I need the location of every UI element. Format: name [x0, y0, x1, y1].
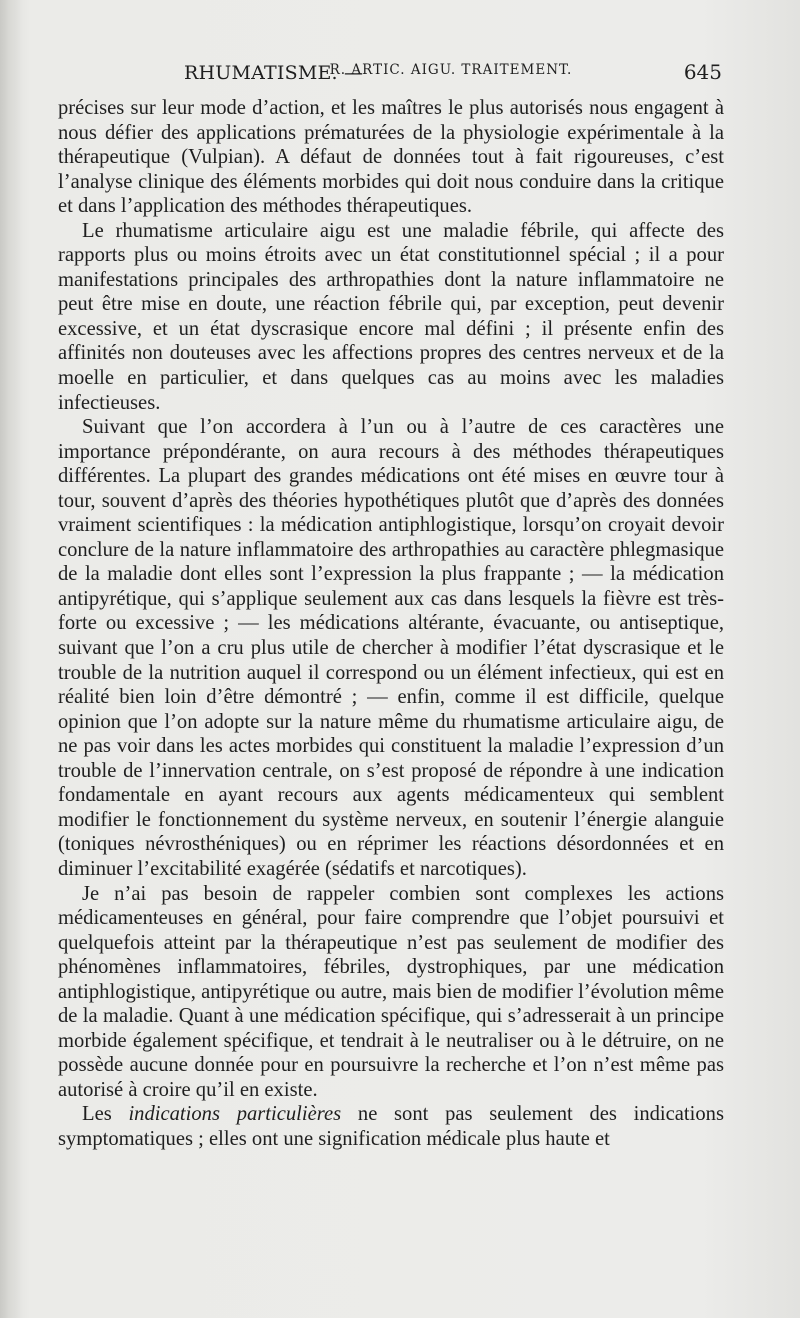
paragraph-4: Je n’ai pas besoin de rappeler combien sont complexes les actions médicamenteuses en général, pour faire comprendre que l’objet poursuivi et quelquefois atteint par la thérapeutique n’est pas seulement de modifier des phénomènes inflammatoires, fébriles, dystrophiques, par une médication antiphlogistique, antipyrétique ou autre, mais bien de modifier l’évolution même de la maladie. Quant à une médication spécifique, qui s’adresserait à un principe morbide également spécifique, et tendrait à le neutraliser ou à le détruire, on ne possède aucune donnée pour en poursuivre la recherche et l’on n’est même pas autorisé à croire qu’il en existe.	[58, 882, 724, 1101]
running-head-title: RHUMATISME. —	[184, 62, 364, 84]
paragraph-5-text: ne sont pas seulement des indications symptomatiques ; elles ont une signification médicale plus haute et	[58, 1103, 724, 1150]
running-head-subtitle: R. ARTIC. AIGU. TRAITEMENT.	[329, 62, 573, 78]
paragraph-2: Le rhumatisme articulaire aigu est une maladie fébrile, qui affecte des rapports plus ou moins étroits avec un état constitutionnel spécial ; il a pour manifestations principales des arthropathies dont la nature inflammatoire ne peut être mise en doute, une réaction fébrile qui, par exception, peut devenir excessive, et un état dyscrasique encore mal défini ; il présente enfin des affinités non douteuses avec les affections propres des centres nerveux et de la moelle en particulier, et dans quelques cas au moins avec les maladies infectieuses.	[58, 219, 724, 414]
binding-shadow	[0, 0, 22, 1318]
page-number: 645	[683, 60, 722, 84]
paragraph-5	[58, 1102, 724, 1151]
body-text	[58, 96, 724, 1152]
paragraph-5-lead: Les	[82, 1103, 112, 1126]
paragraph-1: précises sur leur mode d’action, et les maîtres le plus autorisés nous engagent à nous défier des applications prématurées de la physiologie expérimentale à la thérapeutique (Vulpian). A défaut de données tout à fait rigoureuses, c’est l’analyse clinique des éléments morbides qui doit nous conduire dans la critique et dans l’application des méthodes thérapeutiques.	[58, 97, 724, 218]
running-head	[56, 56, 726, 92]
paragraph-5-italic: indications particulières	[128, 1103, 342, 1126]
paragraph-3: Suivant que l’on accordera à l’un ou à l’autre de ces caractères une importance prépondérante, on aura recours à des méthodes thérapeutiques différentes. La plupart des grandes médications ont été mises en œuvre tour à tour, souvent d’après des théories hypothétiques plutôt que d’après des données vraiment scientifiques : la médication antiphlogistique, lorsqu’on croyait devoir conclure de la nature inflammatoire des arthropathies au caractère phlegmasique de la maladie dont elles sont l’expression la plus frappante ; — la médication antipyrétique, qui s’applique seulement aux cas dans lesquels la fièvre est très-forte ou excessive ; — les médications altérante, évacuante, ou antiseptique, suivant que l’on a cru plus utile de chercher à modifier l’état dyscrasique et le trouble de la nutrition auquel il correspond ou un élément infectieux, qui est en réalité bien loin d’être démontré ; — enfin, comme il est difficile, quelque opinion que l’on adopte sur la nature même du rhumatisme articulaire aigu, de ne pas voir dans les actes morbides qui constituent la maladie l’expression d’un trouble de l’innervation centrale, on s’est proposé de répondre à une indication fondamentale en ayant recours aux agents médicamenteux qui semblent modifier le fonctionnement du système nerveux, en soutenir l’énergie alanguie (toniques névrosthéniques) ou en réprimer les réactions désordonnées et en diminuer l’excitabilité exagérée (sédatifs et narcotiques).	[58, 416, 724, 880]
